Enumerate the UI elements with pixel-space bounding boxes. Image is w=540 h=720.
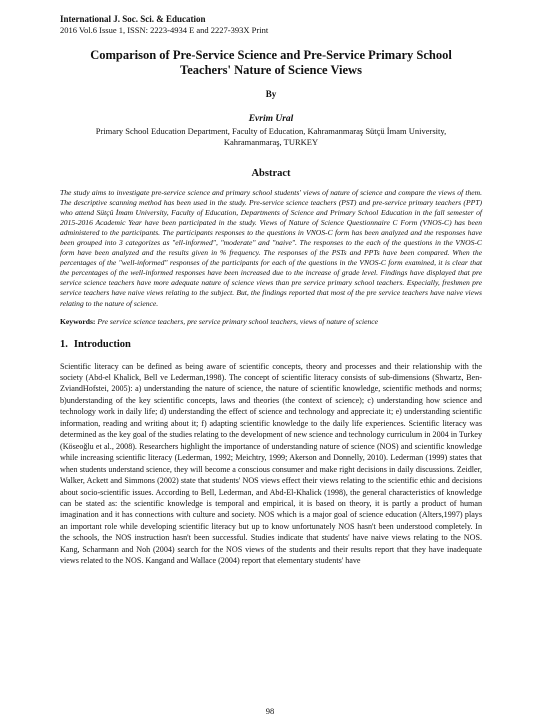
paper-title: Comparison of Pre-Service Science and Pre-Service Primary School Teachers' Nature of Science Views — [90, 48, 452, 77]
section-title: Introduction — [73, 338, 131, 350]
journal-name: International J. Soc. Sci. & Education — [60, 14, 206, 24]
keywords-text: Pre service science teachers, pre service primary school teachers, views of nature of science — [97, 316, 379, 326]
abstract-heading: Abstract — [251, 168, 291, 179]
page-number: 98 — [265, 706, 275, 716]
by-label: By — [265, 89, 277, 99]
section-number: 1. — [60, 338, 68, 350]
journal-issue-line: 2016 Vol.6 Issue 1, ISSN: 2223-4934 E and 2227-393X Print — [60, 25, 269, 35]
introduction-text: Scientific literacy can be defined as being aware of scientific concepts, theory and processes and their relationship with the society (Abd-el Khalick, Bell ve Lederman,1998). The concept of scientific literacy consists of sub-dimensions (Shwartz, Ben-ZviandHofstei, 2005): a) understanding the nature of science, the nature of scientific knowledge, scientific methods and norms; b)understanding of the key scientific concepts, laws and theories (the context of science); c) understanding how science and technology work in daily life; d) understanding the effect of science and technology and appreciate it; e) understanding scientific information, reading and writing about it; f) adapting scientific knowledge to the daily life experiences. Scientific literacy was determined as the key goal of the studies relating to the development of new science and technology curriculum in 2004 in Turkey (Köseoğlu et al., 2008). Researchers highlight the importance of understanding nature of science (NOS) and scientific knowledge while increasing scientific literacy (Lederman, 1992; Meichtry, 1999; Akerson and Donnelly, 2010). Lederman (1999) states that when students understand science, they will become a conscious consumer and make right decisions in daily discussions. Zeidler, Walker, Ackett and Simmons (2002) state that students' NOS views effect their views relating to the scientific ethic and decisions about socio-scientific issues. According to Bell, Lederman, and Abd-El-Khalick (1998), the general characteristics of knowledge can be stated as: the scientific knowledge is temporal and empirical, it is based on theory, it is partly a product of human imagination and it has connections with culture and society. NOS which is a major goal of science education (Alters,1997) plays an important role while developing scientific literacy but up to know unfortunately NOS hasn't been understood completely. In the schools, the NOS instruction hasn't been successful. Studies indicate that students' have naive views relating to the NOS. Kang, Scharmann and Noh (2004) search for the NOS views of the students and their results report that they have inadequate views related to the NOS. Kangand and Wallace (2004) report that elementary students' have — [60, 361, 482, 566]
author-name: Evrim Ural — [248, 114, 294, 124]
abstract-text: The study aims to investigate pre-service science and primary school students' views of nature of science and compare the views of them. The descriptive scanning method has been used in the study. Pre-service science teachers (PST) and pre-service primary teachers (PPT) who attend Sütçü İmam University, Faculty of Education, Departments of Science and Primary School Education in the fall semester of 2015-2016 Academic Year have been participated in the study. Views of Nature of Science Questionnaire C Form (VNOS-C) has been administered to the participants. The participants responses to the questions in VNOS-C form has been analyzed and the responses have been grouped into 3 categorizes as "ell-informed", "moderate" and "naive". The responses to the each of the questions in the VNOS-C form have been analyzed and the results given in % frequency. The responses of the PSTs and PPTs have been compared. When the percentages of the "well-informed" responses of the participants for each of the questions in the VNOS-C form examined, it is clear that the percentages of the well-informed responses have been increased due to the increase of grade level. Findings have displayed that pre service science teachers have more adequate nature of science views than pre service primary school teachers. Especially, freshmen pre service teachers have naive views relating to the subject. But, the findings reported that most of the pre service teachers have naive views relating to the nature of science. — [60, 188, 482, 308]
paper-page — [60, 14, 482, 567]
section-heading-introduction — [60, 338, 482, 351]
keywords-line — [60, 317, 482, 327]
author-affiliation: Primary School Education Department, Faculty of Education, Kahramanmaraş Sütçü İmam University, Kahramanmaraş, TURKEY — [95, 126, 447, 147]
keywords-label: Keywords: — [60, 316, 96, 326]
